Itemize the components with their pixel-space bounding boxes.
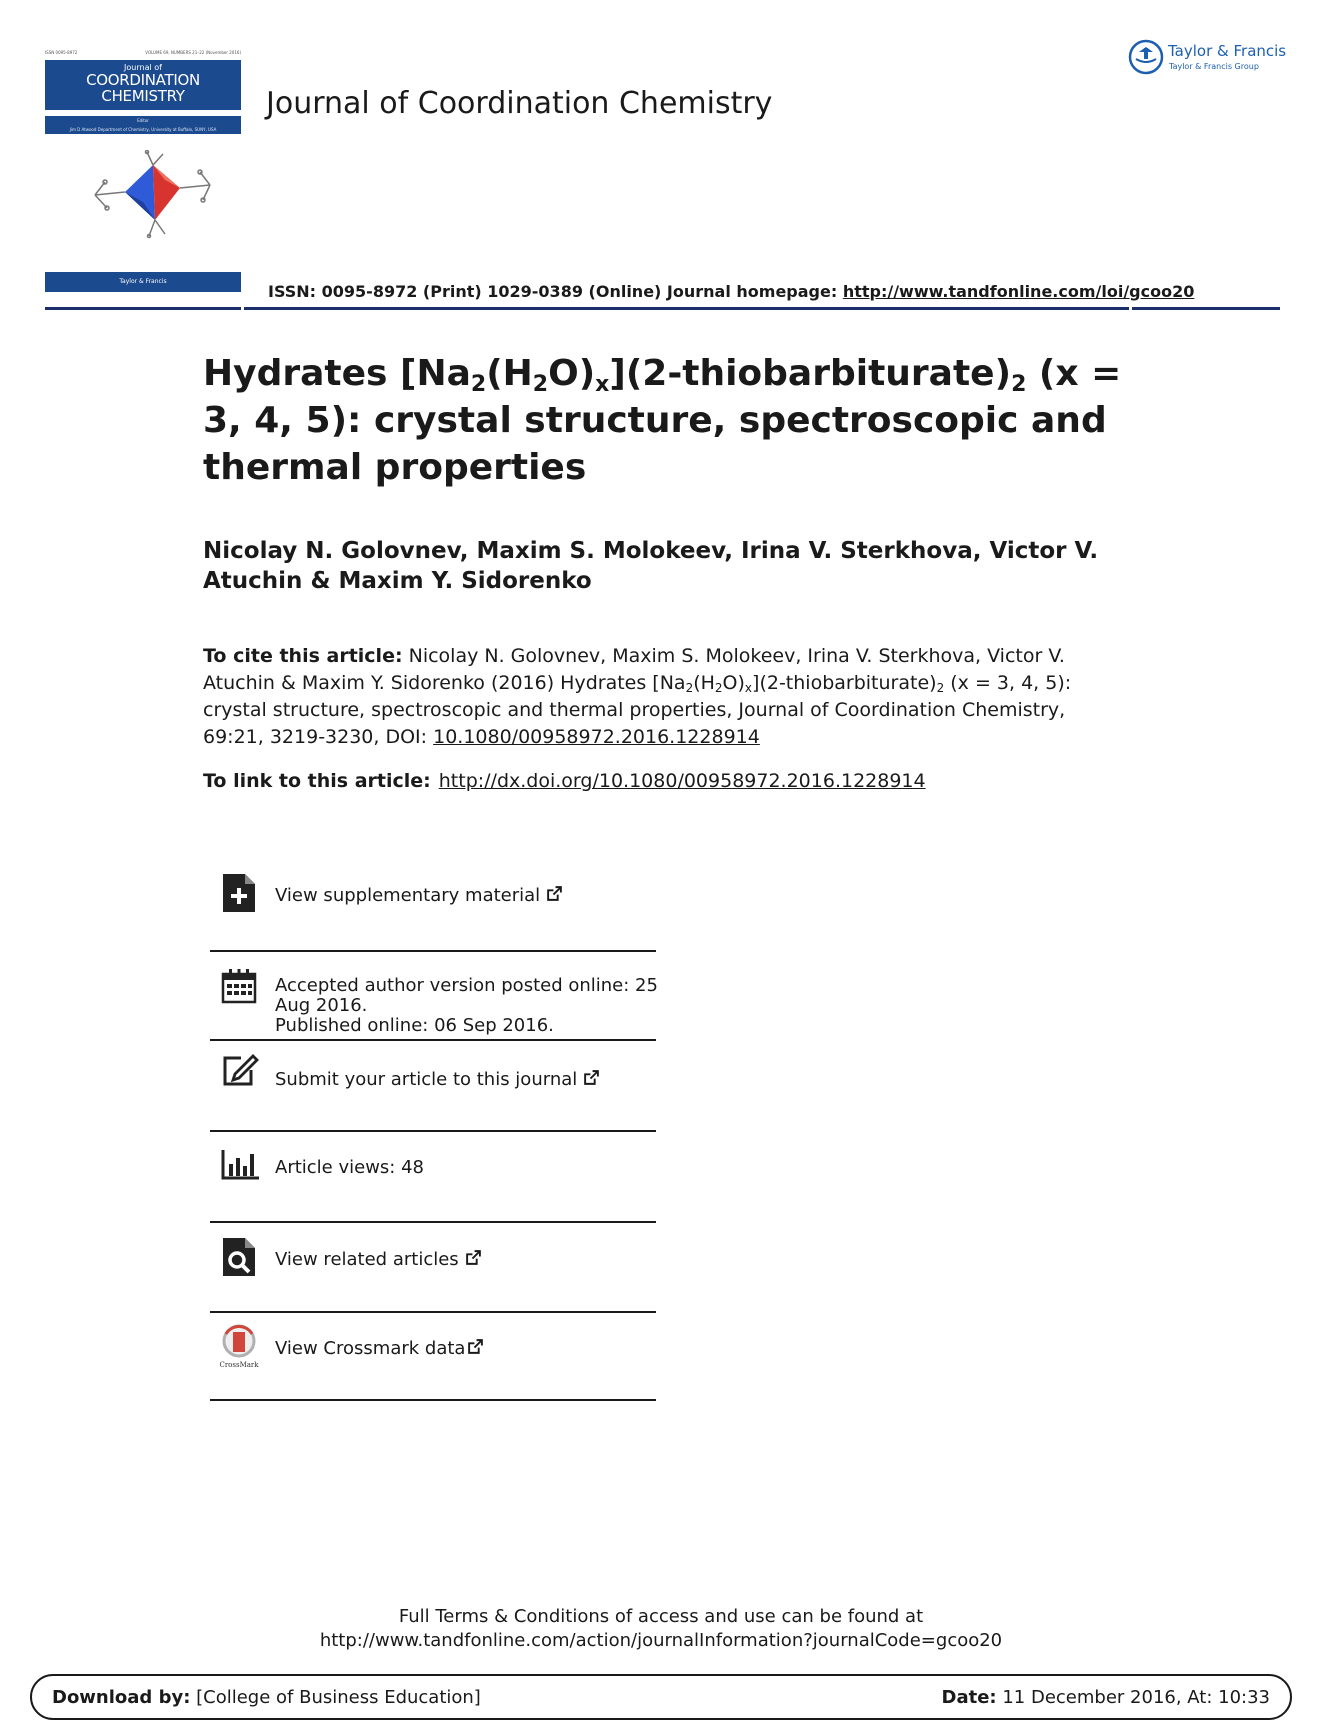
journal-cover-thumbnail[interactable] [45, 50, 241, 290]
cite-part: O) [722, 672, 745, 694]
download-date-label: Date: [941, 1687, 997, 1708]
external-link-icon [546, 885, 563, 902]
cite-part: Nicolay N. Golovnev, Maxim S. Molokeev, Irina V. Sterkhova, Victor V. Atuchin & Maxim Y. Sidorenko (2016) Hydrates [Na [203, 645, 1065, 694]
cover-footer-brand: Taylor & Francis [119, 278, 167, 285]
terms-url[interactable]: http://www.tandfonline.com/action/journalInformation?journalCode=gcoo20 [319, 1630, 1003, 1651]
cite-subscript: 2 [936, 681, 945, 695]
download-by-value: [College of Business Education] [190, 1687, 481, 1708]
crossmark-icon [218, 1324, 260, 1370]
edit-pencil-icon [221, 1052, 259, 1088]
list-divider [210, 1221, 656, 1223]
title-subscript: x [595, 372, 610, 397]
rule-gap-left [241, 307, 244, 310]
cite-subscript: 2 [714, 681, 723, 695]
download-info-bar [30, 1674, 1292, 1720]
bar-chart-icon [221, 1148, 261, 1180]
publisher-logo[interactable] [1128, 38, 1288, 78]
taylor-francis-logo-icon [1128, 39, 1164, 75]
publisher-group: Taylor & Francis Group [1169, 62, 1259, 71]
publisher-name: Taylor & Francis [1168, 42, 1287, 60]
cover-title-line1: COORDINATION [86, 71, 200, 89]
article-title [203, 350, 1143, 491]
supplementary-file-icon [221, 872, 257, 914]
cite-part: ](2-thiobarbiturate) [752, 672, 937, 694]
cite-part: (H [693, 672, 715, 694]
cover-journal-of: Journal of [124, 63, 162, 72]
view-supplementary-row[interactable] [210, 872, 656, 922]
published-date: Published online: 06 Sep 2016. [275, 1015, 554, 1036]
supplementary-label: View supplementary material [275, 885, 541, 906]
cite-label: To cite this article: [203, 645, 403, 667]
external-link-icon [583, 1069, 600, 1086]
cite-subscript: 2 [685, 681, 694, 695]
title-subscript: 2 [532, 372, 549, 397]
rule-gap-right [1129, 307, 1132, 310]
cover-issn: ISSN 0095-8972 [45, 50, 78, 55]
list-divider [210, 1039, 656, 1041]
title-part: ](2-thiobarbiturate) [609, 353, 1012, 394]
title-part: O) [548, 353, 596, 394]
views-label: Article views: 48 [275, 1157, 424, 1178]
citation-block [203, 643, 1103, 751]
cite-part: (x = 3, 4, 5): crystal structure, spectroscopic and thermal properties, Journal of Coordination Chemistry, 69:21, 3219-3230, DOI: [203, 672, 1072, 748]
author-list[interactable]: Nicolay N. Golovnev, Maxim S. Molokeev, Irina V. Sterkhova, Victor V. Atuchin & Maxim Y. Sidorenko [203, 538, 1099, 594]
header-divider [45, 307, 1280, 310]
download-date [942, 1687, 1270, 1708]
list-divider [210, 1311, 656, 1313]
list-divider [210, 1130, 656, 1132]
link-label: To link to this article: [203, 770, 431, 792]
calendar-icon [221, 968, 257, 1004]
accepted-date: Accepted author version posted online: 25 [275, 975, 658, 996]
crossmark-label: View Crossmark data [275, 1338, 466, 1359]
list-divider [210, 1399, 656, 1401]
cover-topline [45, 50, 241, 59]
download-date-value: 11 December 2016, At: 10:33 [996, 1687, 1270, 1708]
external-link-icon [467, 1338, 484, 1355]
accepted-date-cont: Aug 2016. [275, 995, 368, 1016]
publication-dates-row [210, 966, 656, 1038]
related-label: View related articles [275, 1249, 459, 1270]
journal-title: Journal of Coordination Chemistry [266, 86, 773, 121]
view-crossmark-row[interactable] [210, 1324, 656, 1374]
search-document-icon [221, 1236, 257, 1278]
terms-notice [0, 1605, 1322, 1653]
cover-editor-label: Editor [137, 118, 149, 123]
download-by [52, 1687, 481, 1708]
submit-article-row[interactable] [210, 1050, 656, 1100]
view-related-row[interactable] [210, 1234, 656, 1284]
issn-text: ISSN: 0095-8972 (Print) 1029-0389 (Online) Journal homepage: [268, 282, 838, 301]
doi-link[interactable]: 10.1080/00958972.2016.1228914 [433, 726, 760, 748]
title-part: Hydrates [Na [203, 353, 471, 394]
cover-editor-name: Jim D Atwood Department of Chemistry, University at Buffalo, SUNY, USA [69, 127, 217, 132]
download-by-label: Download by: [52, 1687, 191, 1708]
cover-title-band [45, 60, 241, 110]
external-link-icon [465, 1249, 482, 1266]
list-divider [210, 950, 656, 952]
article-views-row[interactable] [210, 1142, 656, 1192]
cover-volume: VOLUME 69, NUMBERS 21–22 (November 2016) [145, 50, 241, 55]
title-part: (x = 3, 4, 5): crystal structure, spectroscopic and thermal properties [203, 353, 1122, 488]
article-doi-url[interactable]: http://dx.doi.org/10.1080/00958972.2016.1228914 [438, 770, 926, 792]
cover-footer-band [45, 272, 241, 292]
cover-title-line2: CHEMISTRY [101, 87, 185, 105]
title-subscript: 2 [1011, 372, 1027, 397]
article-link-line [203, 768, 926, 795]
title-subscript: 2 [470, 372, 487, 397]
crossmark-logo-text: CrossMark [219, 1361, 259, 1369]
molecule-illustration [85, 150, 225, 240]
title-part: (H [486, 353, 533, 394]
cite-subscript: x [744, 681, 753, 695]
terms-line1: Full Terms & Conditions of access and use can be found at [398, 1606, 924, 1627]
cover-editor-band [45, 116, 241, 134]
journal-homepage-link[interactable]: http://www.tandfonline.com/loi/gcoo20 [842, 282, 1195, 301]
issn-line [268, 282, 1194, 301]
submit-label: Submit your article to this journal [275, 1069, 578, 1090]
